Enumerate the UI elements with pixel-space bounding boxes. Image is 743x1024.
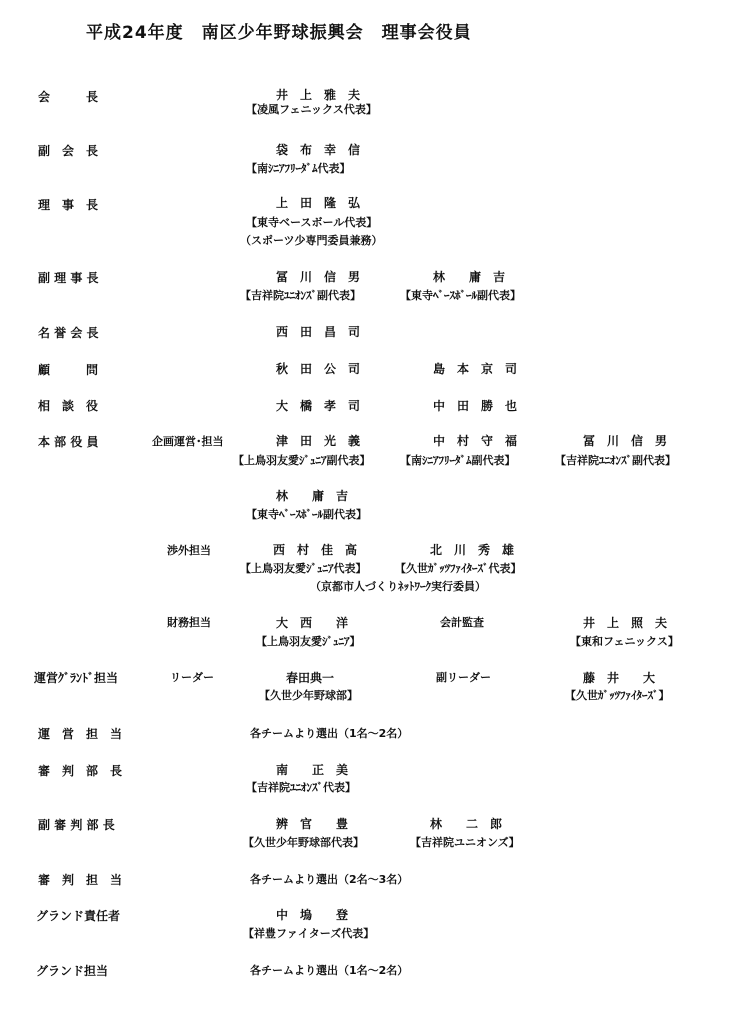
- kikaku-2-affiliation: 【南ｼﾆｱﾌﾘｰﾀﾞﾑ副代表】: [400, 454, 516, 467]
- kikaku-2-name: 中 村 守 福: [433, 434, 518, 448]
- shogai-note: （京都市人づくりﾈｯﾄﾜｰｸ実行委員）: [310, 580, 486, 593]
- sodanyaku-2-name: 中 田 勝 也: [433, 399, 518, 413]
- role-fukurijicho: 副 理 事 長: [38, 271, 99, 285]
- role-unei-tanto: 運 営 担 当: [38, 727, 123, 741]
- rijicho-affiliation: 【東寺ベースボール代表】: [246, 216, 378, 229]
- fukukaicho-name: 袋 布 幸 信: [276, 143, 361, 157]
- ground-tanto-text: 各チームより選出（1名～2名）: [250, 964, 409, 977]
- leader-name: 春田典一: [286, 671, 335, 685]
- komon-2-name: 島 本 京 司: [433, 362, 518, 376]
- role-shinpan-tanto: 審 判 担 当: [38, 873, 123, 887]
- rijicho-name: 上 田 隆 弘: [276, 196, 361, 210]
- fukurijicho-2-name: 林 庸 吉: [433, 270, 506, 284]
- sodanyaku-1-name: 大 橋 孝 司: [276, 399, 361, 413]
- fuku-shinpan-1-name: 辨 官 豊: [276, 817, 349, 831]
- subrole-kikaku: 企画運営･担当: [152, 435, 224, 448]
- kaicho-affiliation: 【凌風フェニックス代表】: [246, 103, 377, 116]
- kikaku-4-affiliation: 【東寺ﾍﾞｰｽﾎﾞｰﾙ副代表】: [246, 508, 367, 521]
- shinpan-bucho-affiliation: 【吉祥院ﾕﾆｵﾝｽﾞ代表】: [246, 781, 356, 794]
- subrole-leader: リーダー: [170, 671, 214, 684]
- page-title: 平成24年度 南区少年野球振興会 理事会役員: [86, 23, 472, 43]
- subrole-shogai: 渉外担当: [167, 544, 211, 557]
- unei-tanto-text: 各チームより選出（1名～2名）: [250, 727, 409, 740]
- role-unei-ground: 運営ｸﾞﾗﾝﾄﾞ担当: [34, 671, 119, 685]
- kikaku-1-affiliation: 【上鳥羽友愛ｼﾞｭﾆｱ副代表】: [233, 454, 371, 467]
- rijicho-note: （スポーツ少専門委員兼務）: [240, 234, 383, 247]
- fuku-leader-affiliation: 【久世ｶﾞｯﾂﾌｧｲﾀｰｽﾞ】: [565, 689, 670, 702]
- subrole-kaikei: 会計監査: [440, 616, 484, 629]
- fukukaicho-affiliation: 【南ｼﾆｱﾌﾘｰﾀﾞﾑ代表】: [246, 162, 351, 175]
- ground-sekinin-affiliation: 【祥豊ファイターズ代表】: [243, 927, 375, 940]
- role-komon: 顧 問: [38, 363, 99, 377]
- role-shinpan-bucho: 審 判 部 長: [38, 764, 123, 778]
- kikaku-4-name: 林 庸 吉: [276, 489, 349, 503]
- zaimu-affiliation: 【上鳥羽友愛ｼﾞｭﾆｱ】: [256, 635, 361, 648]
- shogai-2-name: 北 川 秀 雄: [430, 543, 515, 557]
- shinpan-tanto-text: 各チームより選出（2名～3名）: [250, 873, 409, 886]
- fuku-leader-name: 藤 井 大: [583, 671, 656, 685]
- leader-affiliation: 【久世少年野球部】: [259, 689, 358, 702]
- komon-1-name: 秋 田 公 司: [276, 362, 361, 376]
- role-kaicho: 会 長: [38, 90, 99, 104]
- shogai-1-affiliation: 【上鳥羽友愛ｼﾞｭﾆｱ代表】: [240, 562, 367, 575]
- fuku-shinpan-1-affiliation: 【久世少年野球部代表】: [243, 836, 364, 849]
- role-sodanyaku: 相 談 役: [38, 399, 99, 413]
- kikaku-1-name: 津 田 光 義: [276, 434, 361, 448]
- shinpan-bucho-name: 南 正 美: [276, 763, 349, 777]
- role-ground-sekinin: グランド責任者: [36, 909, 121, 923]
- shogai-2-affiliation: 【久世ｶﾞｯﾂﾌｧｲﾀｰｽﾞ代表】: [395, 562, 522, 575]
- ground-sekinin-name: 中 塢 登: [276, 908, 349, 922]
- role-fukukaicho: 副 会 長: [38, 144, 99, 158]
- fukurijicho-1-name: 冨 川 信 男: [276, 270, 361, 284]
- role-meiyokaicho: 名 誉 会 長: [38, 326, 99, 340]
- fukurijicho-2-affiliation: 【東寺ﾍﾞｰｽﾎﾞｰﾙ副代表】: [400, 289, 521, 302]
- fuku-shinpan-2-name: 林 二 郎: [430, 817, 503, 831]
- meiyokaicho-name: 西 田 昌 司: [276, 325, 361, 339]
- role-ground-tanto: グランド担当: [36, 964, 109, 978]
- role-honbu: 本 部 役 員: [38, 435, 99, 449]
- kaicho-name: 井 上 雅 夫: [276, 88, 361, 102]
- role-fuku-shinpan-bucho: 副 審 判 部 長: [38, 818, 115, 832]
- zaimu-name: 大 西 洋: [276, 616, 349, 630]
- shogai-1-name: 西 村 佳 高: [273, 543, 358, 557]
- subrole-zaimu: 財務担当: [167, 616, 211, 629]
- fukurijicho-1-affiliation: 【吉祥院ﾕﾆｵﾝｽﾞ副代表】: [240, 289, 361, 302]
- kikaku-3-affiliation: 【吉祥院ﾕﾆｵﾝｽﾞ副代表】: [555, 454, 676, 467]
- fuku-shinpan-2-affiliation: 【吉祥院ユニオンズ】: [410, 836, 520, 849]
- subrole-fuku-leader: 副リーダー: [436, 671, 491, 684]
- kaikei-affiliation: 【東和フェニックス】: [570, 635, 679, 648]
- kaikei-name: 井 上 照 夫: [583, 616, 668, 630]
- kikaku-3-name: 冨 川 信 男: [583, 434, 668, 448]
- role-rijicho: 理 事 長: [38, 198, 99, 212]
